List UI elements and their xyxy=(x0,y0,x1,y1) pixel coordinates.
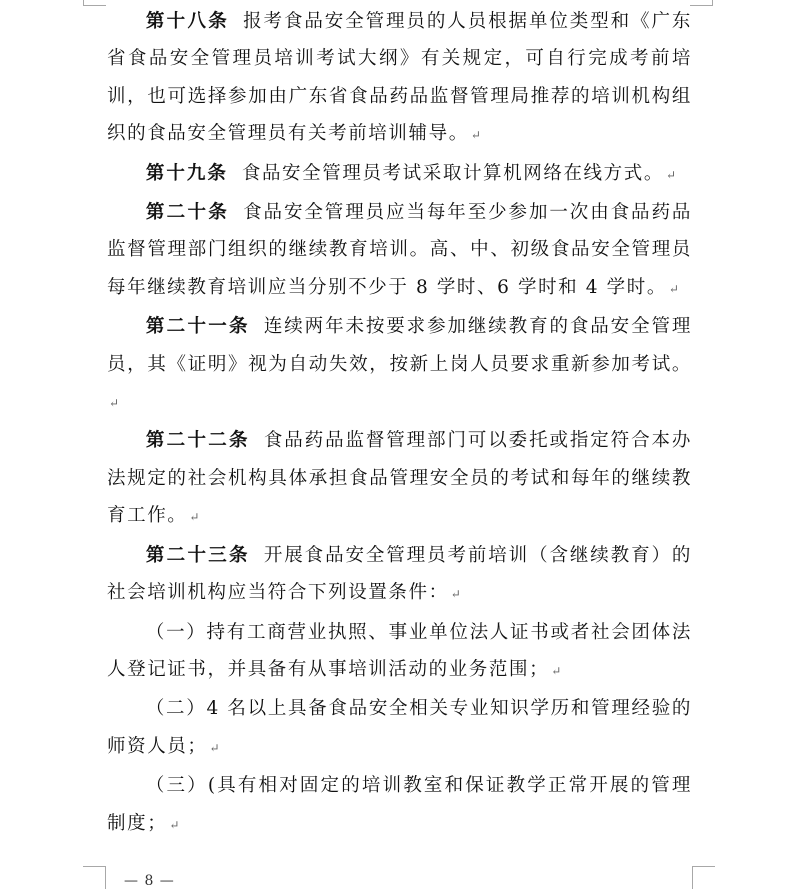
article-text: 连续两年未按要求参加继续教育的食品安全管理员，其《证明》视为自动失效，按新上岗人员要求重新参加考试。 xyxy=(107,316,692,375)
article-number: 第二十二条 xyxy=(145,430,250,452)
condition-text: （三）(具有相对固定的培训教室和保证教学正常开展的管理制度； xyxy=(107,775,692,834)
crop-mark-top-right-horizontal xyxy=(690,5,712,6)
article-text: 食品药品监督管理部门可以委托或指定符合本办法规定的社会机构具体承担食品管理安全员的考试和每年的继续教育工作。 xyxy=(107,430,692,527)
article-text: 食品安全管理员考试采取计算机网络在线方式。 xyxy=(241,162,664,184)
article-18 xyxy=(107,3,692,155)
crop-mark-bottom-right-horizontal xyxy=(693,866,715,867)
document-page xyxy=(107,0,692,844)
article-19 xyxy=(107,155,692,194)
article-number: 第十九条 xyxy=(145,162,228,184)
article-text: 报考食品安全管理员的人员根据单位类型和《广东省食品安全管理员培训考试大纲》有关规定，可自行完成考前培训，也可选择参加由广东省食品药品监督管理局推荐的培训机构组织的食品安全管理员有关考前培训辅导。 xyxy=(107,11,692,145)
crop-mark-top-right-vertical xyxy=(712,0,713,6)
article-number: 第二十三条 xyxy=(145,544,250,566)
paragraph-mark-icon: ↵ xyxy=(209,740,220,755)
condition-text: （二）4 名以上具备食品安全相关专业知识学历和管理经验的师资人员； xyxy=(107,698,692,757)
condition-1 xyxy=(107,614,692,691)
crop-mark-bottom-left-horizontal xyxy=(83,866,105,867)
condition-3 xyxy=(107,767,692,844)
article-21 xyxy=(107,308,692,422)
crop-mark-bottom-left-vertical xyxy=(105,866,106,889)
paragraph-mark-icon: ↵ xyxy=(551,663,562,678)
article-22 xyxy=(107,422,692,536)
article-text: 食品安全管理员应当每年至少参加一次由食品药品监督管理部门组织的继续教育培训。高、中、初级食品安全管理员每年继续教育培训应当分别不少于 8 学时、6 学时和 4 学时。 xyxy=(107,202,692,298)
condition-2 xyxy=(107,690,692,767)
paragraph-mark-icon: ↵ xyxy=(169,817,180,832)
paragraph-mark-icon: ↵ xyxy=(668,281,679,296)
page-number: — 8 — xyxy=(124,873,175,889)
article-23 xyxy=(107,537,692,614)
article-text: 开展食品安全管理员考前培训（含继续教育）的社会培训机构应当符合下列设置条件： xyxy=(107,544,692,604)
condition-text: （一）持有工商营业执照、事业单位法人证书或者社会团体法人登记证书，并具备有从事培训活动的业务范围； xyxy=(107,621,692,680)
crop-mark-top-left-horizontal xyxy=(84,5,106,6)
article-number: 第二十条 xyxy=(145,202,230,224)
article-20 xyxy=(107,194,692,308)
paragraph-mark-icon: ↵ xyxy=(450,587,461,602)
paragraph-mark-icon: ↵ xyxy=(109,396,120,411)
paragraph-mark-icon: ↵ xyxy=(470,128,481,143)
article-number: 第十八条 xyxy=(145,11,230,32)
article-number: 第二十一条 xyxy=(145,316,250,338)
paragraph-mark-icon: ↵ xyxy=(665,167,677,182)
crop-mark-bottom-right-vertical xyxy=(692,866,693,889)
paragraph-mark-icon: ↵ xyxy=(189,510,200,525)
